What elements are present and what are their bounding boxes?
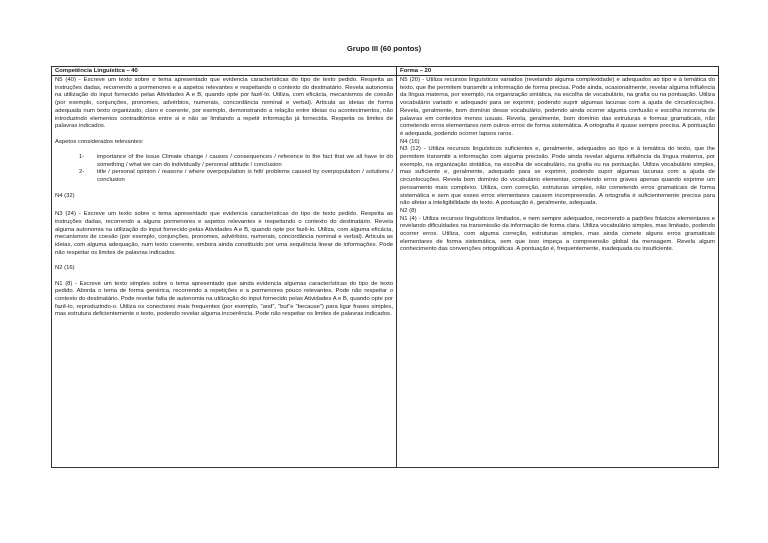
level-n4-label: N4 (32) — [55, 192, 75, 199]
header-row — [52, 67, 719, 76]
level-n4-label: N4 (16) — [400, 138, 420, 145]
level-n1-text: N1 (8) - Escreve um texto simples sobre o tema apresentado que ainda evidencia algumas características do tipo de texto pedido. Aborda o tema de forma genérica, recorrendo a repetições e a pormenores pouco relevantes. Pode não respeitar o contexto do destinatário. Pode revelar falta de autonomia na utilização do input fornecido pelas Atividades A e B, quando opte por fazê-lo, reproduzindo-o. Utiliza os conectores mais frequentes (por exemplo, “and”, “but”e “because”) para ligar frases simples, mas estrutura deficientemente o texto, podendo revelar alguma incoerência. Pode não respeitar os limites de palavras indicados. — [55, 280, 393, 318]
level-n3-text: N3 (24) - Escreve um texto sobre o tema apresentado que evidencia características do tipo de texto pedido. Respeita as instruções dadas, recorrendo a alguns pormenores e aspetos relevantes e respeitando o contexto do destinatário. Revela alguma autonomia na utilização do input fornecido pelas Atividades A e B, quando opte por fazê-lo. Utiliza, com alguma eficácia, mecanismos de coesão (por exemplo, conjunções, pronomes, advérbios, numerais, concordância nominal e verbal). Articula as ideias, com alguma adequação, num texto coerente, embora ainda constituído por uma sequência linear de informações. Pode não respeitar os limites de palavras indicados. — [55, 211, 393, 256]
level-n5-text: N5 (20) - Utiliza recursos linguísticos variados (revelando alguma complexidade) e adequados ao tipo e à temática do texto, que lhe permitem transmitir a informação de forma precisa. Pode ainda, ocasionalmente, revelar alguma influência da língua materna, por exemplo, na organização sintática, na escolha de vocabulário, na grafia ou na pontuação. Utiliza vocabulário variado e adequado para se exprimir, podendo suprir algumas lacunas com a ajuda de circunlocuções. Revela, geralmente, bom domínio desse vocabulário, podendo ainda ocorrer alguma confusão e escolha incorreta de palavras em contextos menos usuais. Revela, geralmente, bom domínio das estruturas e formas gramaticais, não cometendo erros elementares nem outros erros de forma sistemática. A ortografia é quase sempre precisa. A pontuação é adequada, podendo ocorrer lapsos raros. — [400, 77, 715, 137]
aspect-item — [79, 154, 393, 169]
level-n3-text: N3 (12) - Utiliza recursos linguísticos suficientes e, geralmente, adequados ao tipo e à temática do texto, que lhe permitem transmitir a informação com alguma precisão. Pode ainda revelar alguma influência da língua materna, por exemplo, na organização sintática, na escolha de vocabulário, na grafia ou na pontuação. Utiliza vocabulário simples, mas suficiente e, geralmente, adequado para se exprimir, podendo suprir algumas lacunas com a ajuda de circunlocuções. Revela bom domínio do vocabulário elementar, cometendo erros graves apenas quando exprime um pensamento mais complexo. Utiliza, com correção, estruturas simples, não cometendo erros gramaticais de forma sistemática e sem que esses erros elementares causem incompreensão. A ortografia é suficientemente precisa para não afetar a inteligibilidade do texto. A pontuação é, geralmente, adequada. — [400, 146, 715, 207]
aspect-text: title / personal opinion / reasons / where overpopulation is felt/ problems caused by overpopulation / solutions / conclusion — [97, 169, 393, 184]
aspect-text: importance of the issue Climate change / causes / consequences / reference to the fact that we all have to do something / what we can do individually / personal attitude / conclusion — [97, 154, 393, 168]
competencia-cell — [52, 76, 397, 468]
aspects-list — [55, 154, 393, 185]
header-forma: Forma – 20 — [397, 67, 719, 76]
header-competencia: Competência Linguística – 40 — [52, 67, 397, 76]
aspect-number: 1- — [79, 154, 85, 160]
aspect-number: 2- — [79, 169, 85, 176]
level-n2-label: N2 (16) — [55, 265, 75, 272]
level-n2-label: N2 (8) — [400, 207, 417, 214]
aspect-item — [79, 169, 393, 184]
body-row — [52, 76, 719, 468]
rubric-table — [51, 66, 719, 468]
section-title: Grupo III (60 pontos) — [346, 44, 422, 53]
forma-cell — [397, 76, 719, 468]
level-n1-text: N1 (4) - Utiliza recursos linguísticos limitados, e nem sempre adequados, recorrendo a padrões frásicos elementares e revelando dificuldades na transmissão da informação de forma clara. Utiliza vocabulário simples, mas limitado, podendo ocorrer erros. Utiliza, com alguma correção, estruturas simples, mas ainda comete alguns erros gramaticais elementares de forma sistemática, sem que isso impeça a compreensão global da mensagem. Revela algum conhecimento das convenções ortográficas. A pontuação é, frequentemente, inadequada ou insuficiente. — [400, 215, 715, 253]
level-n5-text: N5 (40) - Escreve um texto sobre o tema apresentado que evidencia características do tipo de texto pedido. Respeita as instruções dadas, recorrendo a pormenores e a aspetos relevantes e respeitando o contexto do destinatário. Revela autonomia na utilização do input fornecido pelas Atividades A e B, quando opte por fazê-lo. Utiliza, com eficácia, mecanismos de coesão (por exemplo, conjunções, pronomes, advérbios, numerais, concordância nominal e verbal). Articula as ideias de forma adequada num texto organizado, claro e coerente, por exemplo, demonstrando a relação entre ideias ou acontecimentos, não introduzindo elementos contraditórios entre si e não se limitando a repetir informação já fornecida. Respeita os limites de palavras indicados. — [55, 77, 393, 130]
aspects-title: Aspetos considerados relevantes: — [55, 138, 144, 145]
